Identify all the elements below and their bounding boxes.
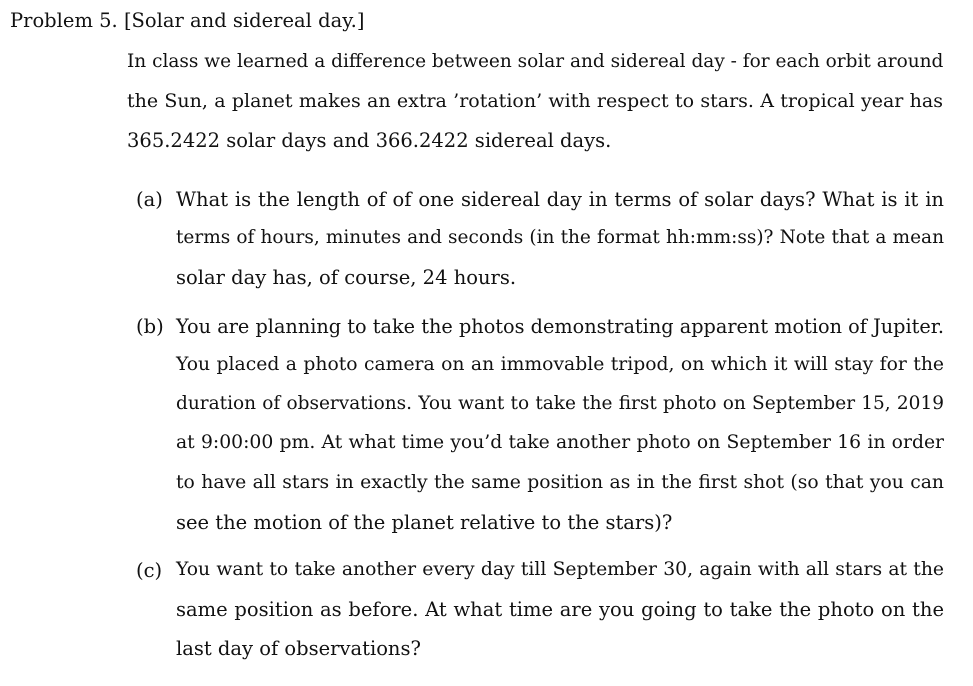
part-line: last day of observations? xyxy=(176,637,421,660)
part-label: (c) xyxy=(136,559,163,582)
problem-title: [Solar and sidereal day.] xyxy=(123,9,365,32)
part-line: solar day has, of course, 24 hours. xyxy=(176,266,517,289)
problem-heading xyxy=(10,11,960,31)
part-line: terms of hours, minutes and seconds (in the format hh:mm:ss)? Note that a mean xyxy=(176,227,944,248)
intro-line: In class we learned a difference between solar and sidereal day - for each orbit around xyxy=(127,51,944,72)
part-label: (a) xyxy=(136,188,163,211)
part-line: to have all stars in exactly the same position as in the first shot (so that you can xyxy=(176,472,944,493)
part-line: at 9:00:00 pm. At what time you’d take another photo on September 16 in order xyxy=(176,432,944,453)
part-line: What is the length of of one sidereal day in terms of solar days? What is it in xyxy=(176,188,944,211)
part-line: duration of observations. You want to take the first photo on September 15, 2019 xyxy=(176,393,944,414)
part-line: same position as before. At what time are you going to take the photo on the xyxy=(176,598,944,621)
intro-line: 365.2422 solar days and 366.2422 sidereal days. xyxy=(127,129,612,152)
part-label: (b) xyxy=(136,315,164,338)
part-line: You want to take another every day till September 30, again with all stars at the xyxy=(176,559,944,580)
part-line: You are planning to take the photos demonstrating apparent motion of Jupiter. xyxy=(176,315,944,338)
part-line: see the motion of the planet relative to the stars)? xyxy=(176,511,673,534)
problem-number: Problem 5. xyxy=(10,9,118,32)
intro-line: the Sun, a planet makes an extra ’rotation’ with respect to stars. A tropical year has xyxy=(127,90,943,112)
part-line: You placed a photo camera on an immovable tripod, on which it will stay for the xyxy=(176,354,944,375)
